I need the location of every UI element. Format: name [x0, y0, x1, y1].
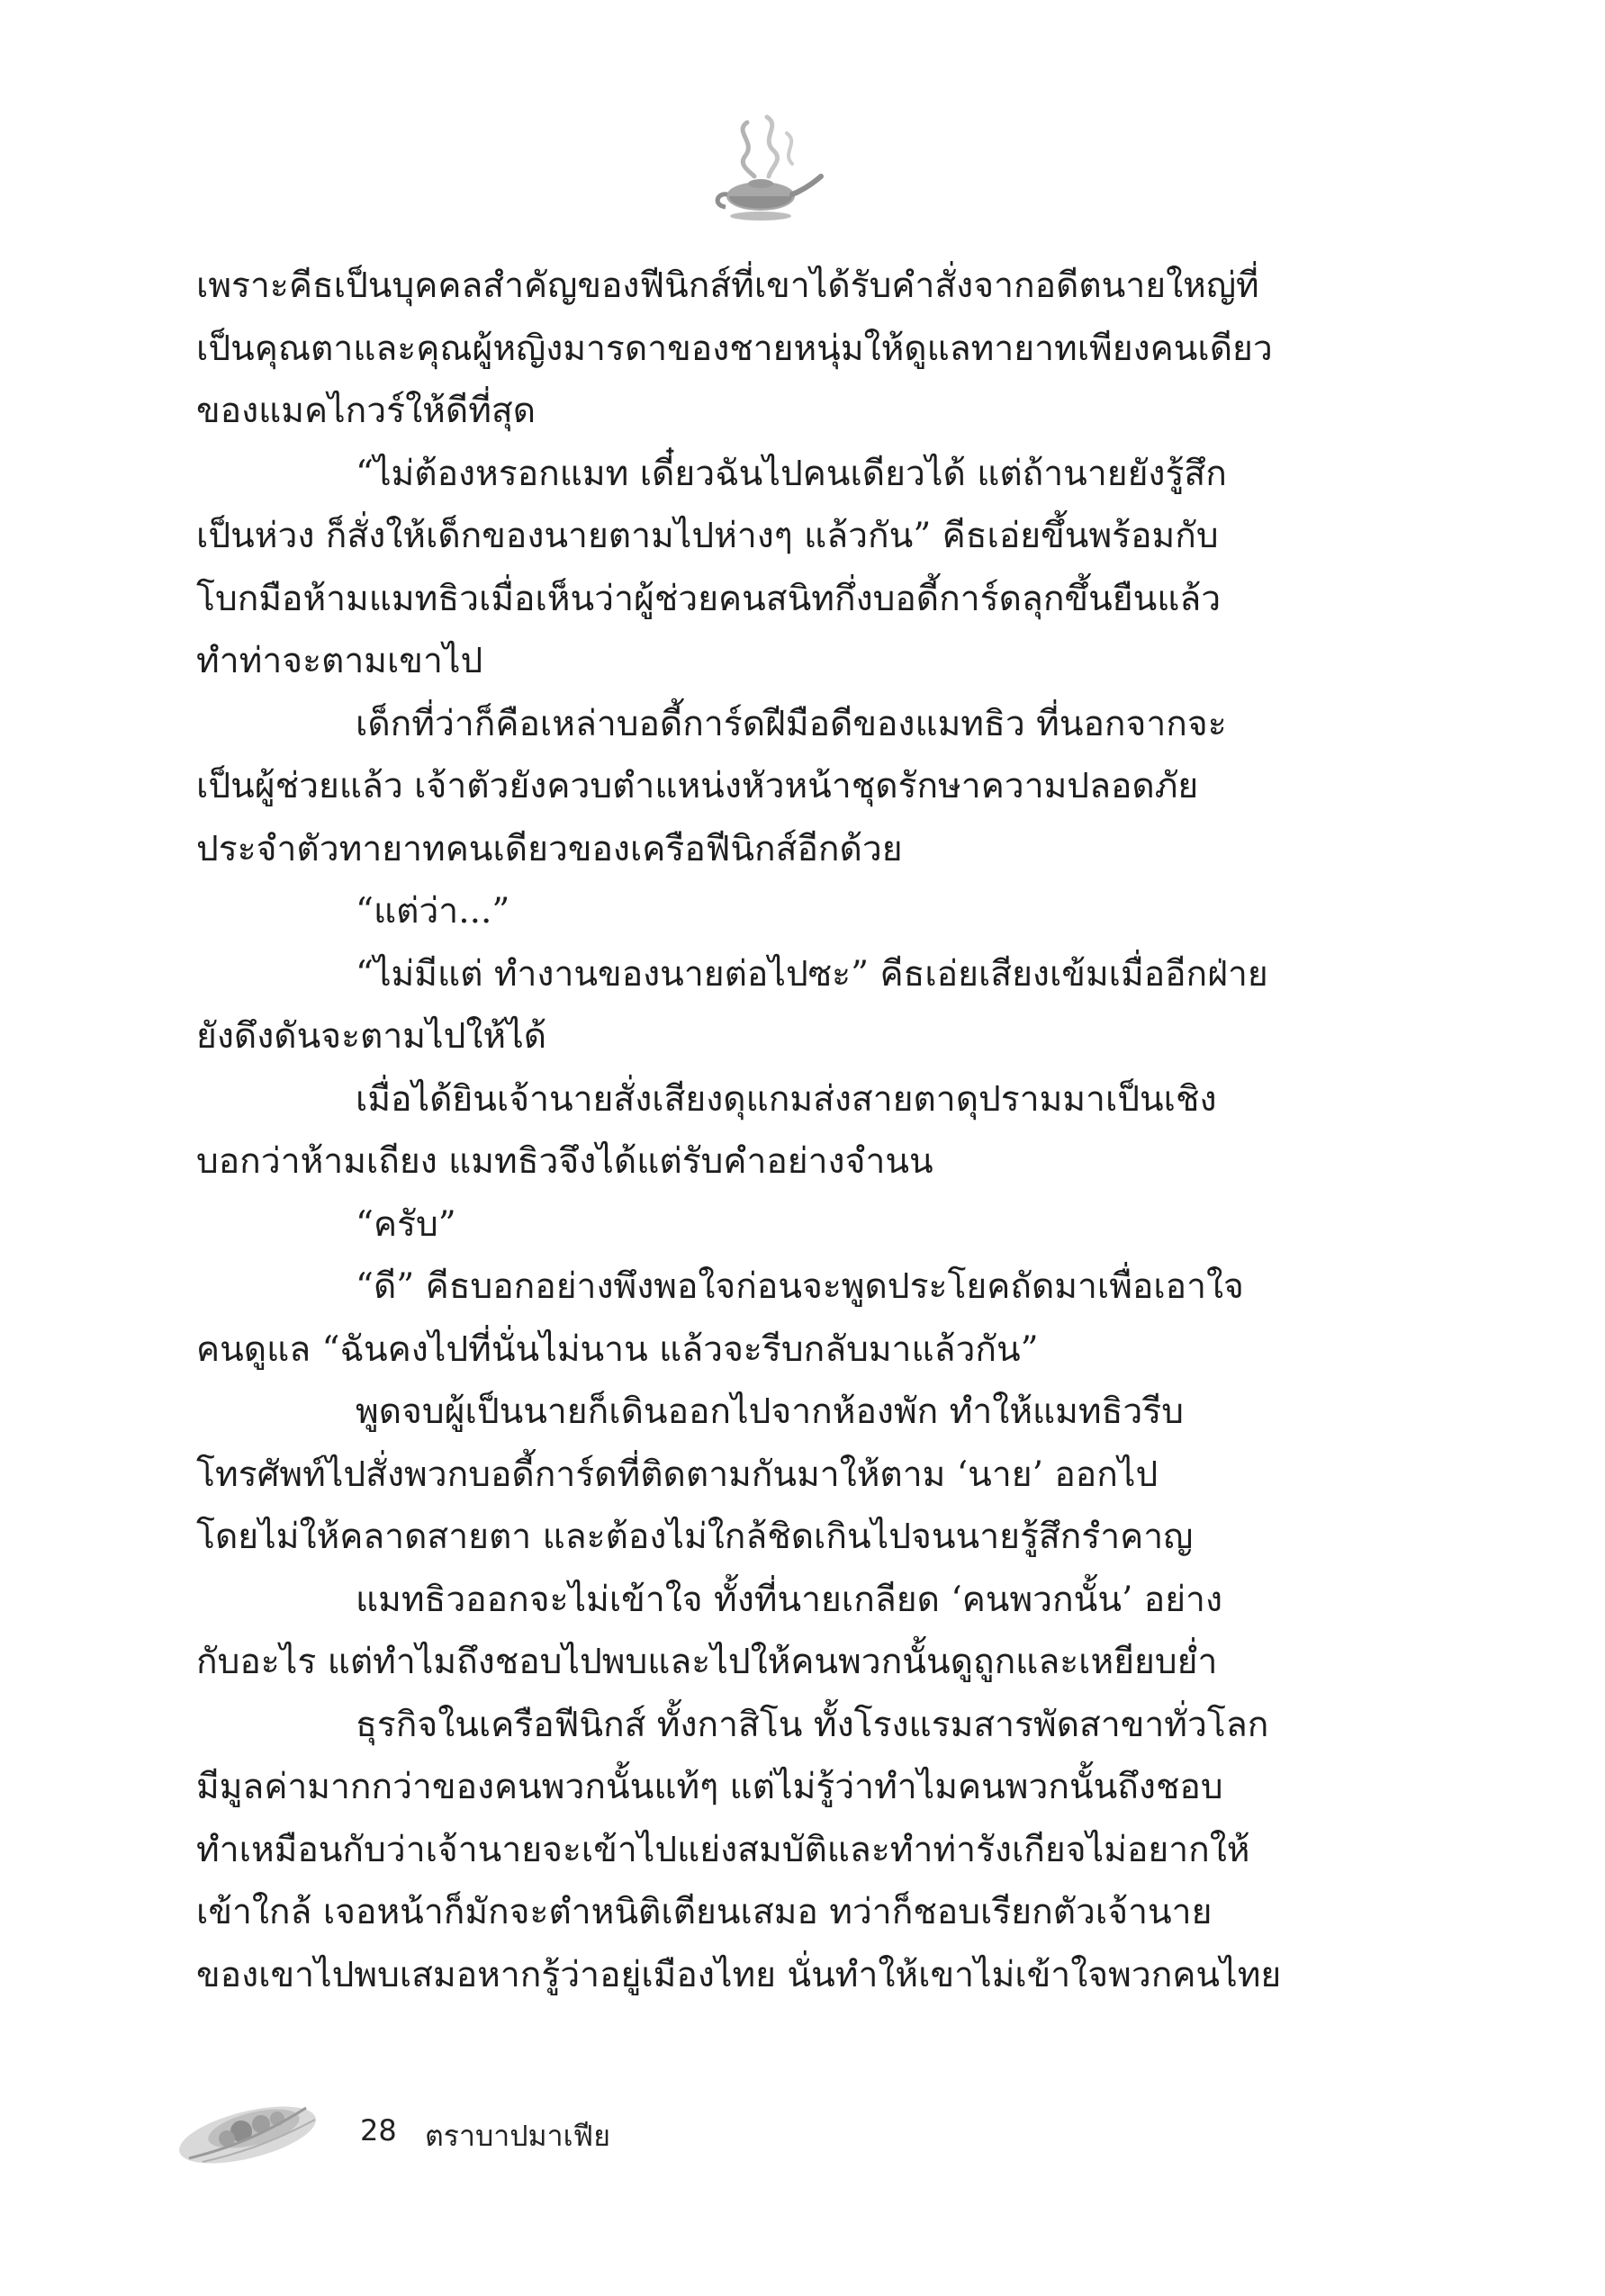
body-line: เป็นคุณตาและคุณผู้หญิงมารดาของชายหนุ่มให้ดูแลทายาทเพียงคนเดียว: [196, 328, 1273, 369]
body-line: คนดูแล “ฉันคงไปที่นั่นไม่นาน แล้วจะรีบกลับมาแล้วกัน”: [196, 1328, 1039, 1370]
body-line: กับอะไร แต่ทำไมถึงชอบไปพบและไปให้คนพวกนั้นดูถูกและเหยียบย่ำ: [196, 1642, 1218, 1682]
body-line: ทำท่าจะตามเขาไป: [196, 641, 483, 681]
body-line: ประจำตัวทายาทคนเดียวของเครือฟีนิกส์อีกด้วย: [196, 828, 903, 869]
body-line: โทรศัพท์ไปสั่งพวกบอดี้การ์ดที่ติดตามกันมาให้ตาม ‘นาย’ ออกไป: [196, 1454, 1159, 1495]
body-line: พูดจบผู้เป็นนายก็เดินออกไปจากห้องพัก ทำให้แมทธิวรีบ: [356, 1391, 1184, 1432]
body-line: ของแมคไกวร์ให้ดีที่สุด: [196, 391, 537, 431]
body-line: ธุรกิจในเครือฟีนิกส์ ทั้งกาสิโน ทั้งโรงแรมสารพัดสาขาทั่วโลก: [356, 1704, 1269, 1745]
body-line: ของเขาไปพบเสมอหากรู้ว่าอยู่เมืองไทย นั่นทำให้เขาไม่เข้าใจพวกคนไทย: [196, 1954, 1282, 1995]
body-line: เป็นห่วง ก็สั่งให้เด็กของนายตามไปห่างๆ แล้วกัน” คีธเอ่ยขึ้นพร้อมกับ: [196, 516, 1219, 556]
body-line: “ดี” คีธบอกอย่างพึงพอใจก่อนจะพูดประโยคถัดมาเพื่อเอาใจ: [356, 1266, 1244, 1307]
body-line: “แต่ว่า...”: [356, 891, 510, 932]
body-line: มีมูลค่ามากกว่าของคนพวกนั้นแท้ๆ แต่ไม่รู้ว่าทำไมคนพวกนั้นถึงชอบ: [196, 1767, 1223, 1807]
body-line: บอกว่าห้ามเถียง แมทธิวจึงได้แต่รับคำอย่างจำนน: [196, 1141, 933, 1182]
body-line: แมทธิวออกจะไม่เข้าใจ ทั้งที่นายเกลียด ‘คนพวกนั้น’ อย่าง: [356, 1579, 1223, 1620]
body-line: “ไม่มีแต่ ทำงานของนายต่อไปซะ” คีธเอ่ยเสียงเข้มเมื่ออีกฝ่าย: [356, 953, 1268, 995]
body-line: “ไม่ต้องหรอกแมท เดี๋ยวฉันไปคนเดียวได้ แต่ถ้านายยังรู้สึก: [356, 453, 1227, 494]
body-line: โดยไม่ให้คลาดสายตา และต้องไม่ใกล้ชิดเกินไปจนนายรู้สึกรำคาญ: [196, 1517, 1194, 1557]
body-line: ทำเหมือนกับว่าเจ้านายจะเข้าไปแย่งสมบัติและทำท่ารังเกียจไม่อยากให้: [196, 1829, 1250, 1870]
teapot-steam-icon: [693, 106, 828, 241]
body-line: เพราะคีธเป็นบุคคลสำคัญของฟีนิกส์ที่เขาได้รับคำสั่งจากอดีตนายใหญ่ที่: [196, 266, 1259, 306]
book-title: ตราบาปมาเฟีย: [425, 2119, 610, 2153]
page-footer: [171, 2079, 801, 2178]
body-line: โบกมือห้ามแมทธิวเมื่อเห็นว่าผู้ช่วยคนสนิทกึ่งบอดี้การ์ดลุกขึ้นยืนแล้ว: [196, 578, 1222, 619]
body-line: เข้าใกล้ เจอหน้าก็มักจะตำหนิติเตียนเสมอ ทว่าก็ชอบเรียกตัวเจ้านาย: [196, 1892, 1213, 1932]
body-line: เด็กที่ว่าก็คือเหล่าบอดี้การ์ดฝีมือดีของแมทธิว ที่นอกจากจะ: [356, 703, 1227, 744]
flower-sketch-icon: [171, 2079, 324, 2178]
body-text: [196, 255, 1339, 2006]
body-line: “ครับ”: [356, 1203, 456, 1245]
body-line: เป็นผู้ช่วยแล้ว เจ้าตัวยังควบตำแหน่งหัวหน้าชุดรักษาความปลอดภัย: [196, 766, 1199, 806]
body-line: เมื่อได้ยินเจ้านายสั่งเสียงดุแกมส่งสายตาดุปรามมาเป็นเชิง: [356, 1078, 1217, 1120]
body-line: ยังดึงดันจะตามไปให้ได้: [196, 1016, 547, 1057]
page-number: 28: [360, 2113, 397, 2147]
